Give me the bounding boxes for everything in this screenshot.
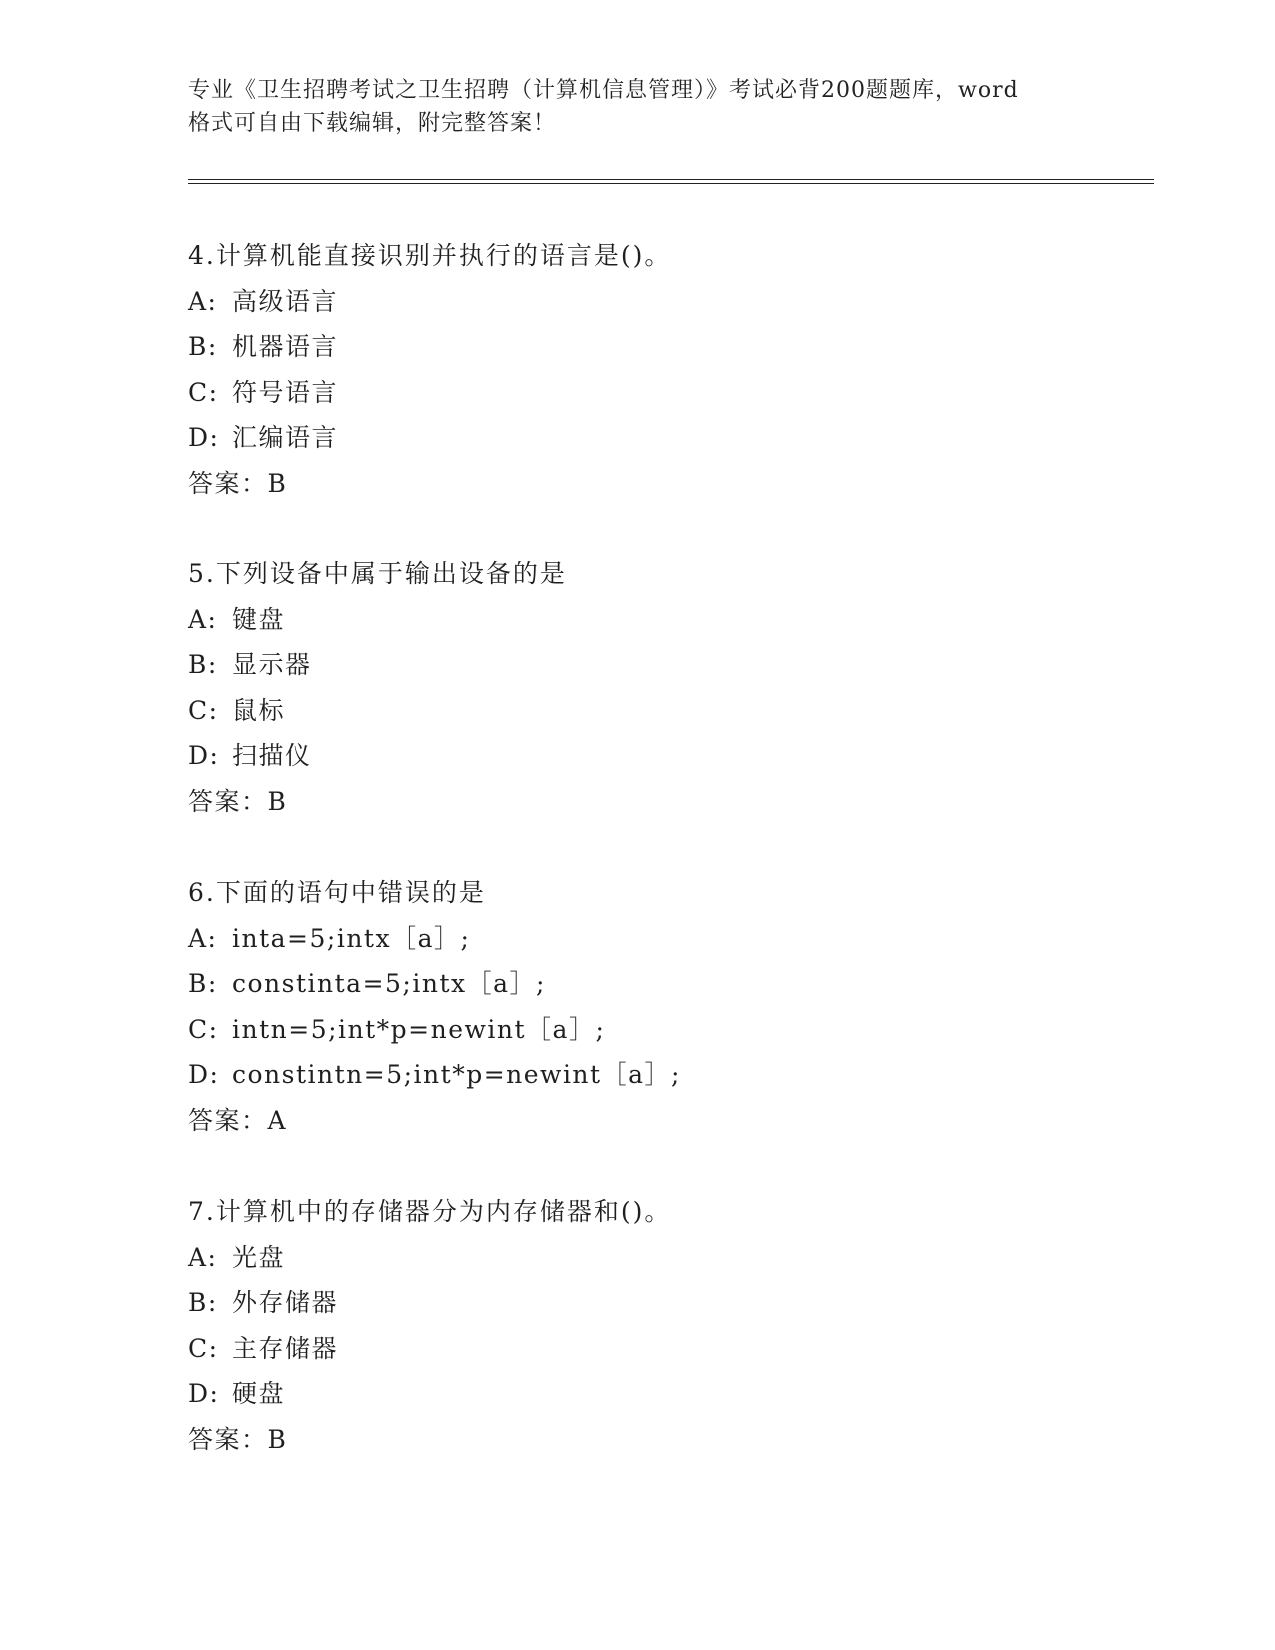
- option-text: intn=5;int*p=newint［a］;: [232, 1014, 606, 1044]
- option-label: D:: [188, 423, 220, 452]
- option-b: [188, 642, 1148, 688]
- option-a: [188, 1235, 1148, 1281]
- option-label: C:: [188, 695, 219, 725]
- answer: 答案：B: [188, 786, 288, 816]
- option-text: 符号语言: [232, 377, 339, 407]
- option-a: [188, 279, 1148, 325]
- option-label: C:: [188, 1333, 219, 1363]
- answer: 答案：B: [188, 468, 288, 498]
- question-stem: 4.计算机能直接识别并执行的语言是()。: [188, 241, 672, 270]
- header-line-2: 格式可自由下载编辑，附完整答案！: [188, 111, 557, 136]
- option-text: 外存储器: [232, 1288, 339, 1317]
- option-label: A:: [188, 604, 218, 634]
- option-d: [188, 415, 1148, 461]
- option-text: inta=5;intx［a］;: [232, 923, 471, 953]
- header-line-1: 专业《卫生招聘考试之卫生招聘（计算机信息管理）》考试必背200题题库，word: [188, 78, 1019, 103]
- option-b: [188, 961, 1148, 1007]
- option-text: 光盘: [232, 1242, 286, 1272]
- answer: 答案：A: [188, 1105, 288, 1135]
- answer: 答案：B: [188, 1424, 288, 1454]
- option-label: B:: [188, 332, 218, 361]
- option-label: A:: [188, 286, 218, 316]
- option-label: A:: [188, 923, 218, 953]
- option-d: [188, 1371, 1148, 1417]
- option-c: [188, 1326, 1148, 1372]
- header-divider-bottom: [188, 183, 1154, 184]
- question-7: [188, 1189, 1148, 1462]
- option-text: 扫描仪: [232, 741, 312, 770]
- question-4: [188, 233, 1148, 506]
- question-stem: 7.计算机中的存储器分为内存储器和()。: [188, 1197, 672, 1226]
- option-label: A:: [188, 1242, 218, 1272]
- option-text: 硬盘: [232, 1379, 286, 1408]
- option-c: [188, 1007, 1148, 1053]
- option-text: constintn=5;int*p=newint［a］;: [232, 1060, 681, 1089]
- question-stem: 6.下面的语句中错误的是: [188, 878, 486, 907]
- option-a: [188, 916, 1148, 962]
- option-label: B:: [188, 969, 218, 998]
- option-text: constinta=5;intx［a］;: [232, 969, 546, 998]
- option-label: B:: [188, 650, 218, 679]
- option-a: [188, 597, 1148, 643]
- option-text: 键盘: [232, 604, 286, 634]
- option-b: [188, 1280, 1148, 1326]
- option-d: [188, 1052, 1148, 1098]
- option-b: [188, 324, 1148, 370]
- document-header: [188, 74, 1088, 140]
- question-stem: 5.下列设备中属于输出设备的是: [188, 559, 567, 588]
- option-label: D:: [188, 741, 220, 770]
- option-label: D:: [188, 1060, 220, 1089]
- question-5: [188, 551, 1148, 824]
- option-c: [188, 370, 1148, 416]
- option-label: C:: [188, 377, 219, 407]
- option-label: B:: [188, 1288, 218, 1317]
- option-d: [188, 733, 1148, 779]
- option-text: 汇编语言: [232, 423, 339, 452]
- option-label: D:: [188, 1379, 220, 1408]
- question-6: [188, 870, 1148, 1143]
- option-text: 机器语言: [232, 332, 339, 361]
- option-text: 显示器: [232, 650, 312, 679]
- option-c: [188, 688, 1148, 734]
- option-text: 主存储器: [232, 1333, 339, 1363]
- option-text: 鼠标: [232, 695, 286, 725]
- option-text: 高级语言: [232, 286, 339, 316]
- option-label: C:: [188, 1014, 219, 1044]
- header-divider-top: [188, 179, 1154, 180]
